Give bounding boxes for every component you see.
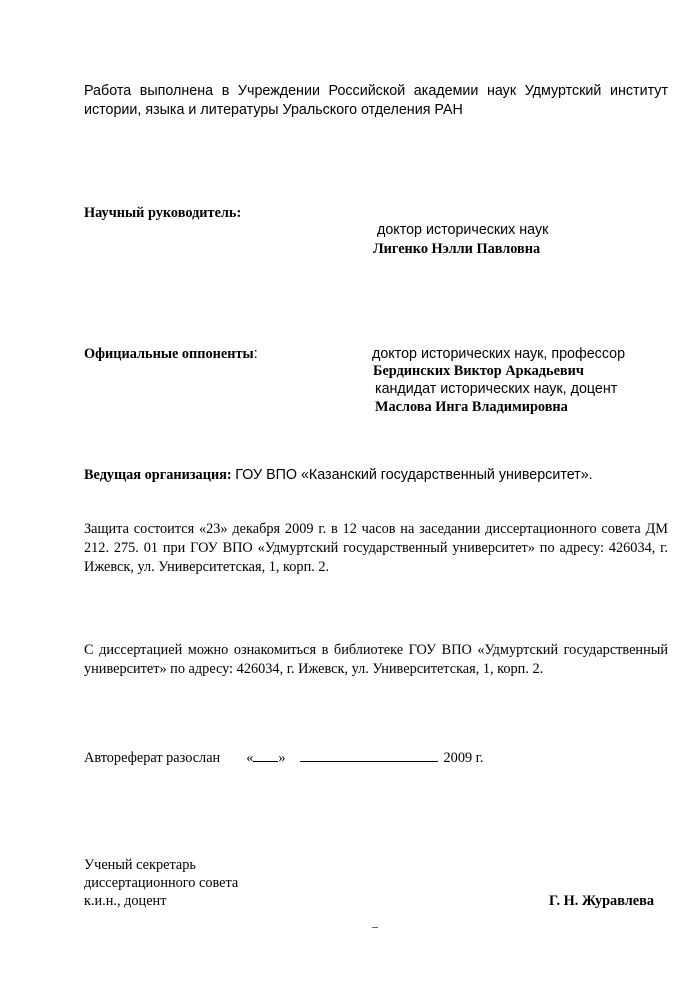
leading-org-label: Ведущая организация: bbox=[84, 467, 232, 483]
abstract-year: 2009 г. bbox=[443, 750, 484, 766]
opponent-1-degree: доктор исторических наук, профессор bbox=[372, 346, 626, 362]
opponent-2-name: Маслова Инга Владимировна bbox=[375, 399, 568, 415]
abstract-quote-open: « bbox=[246, 750, 254, 766]
library-paragraph: С диссертацией можно ознакомиться в библиотеке ГОУ ВПО «Удмуртский государственный университет» по адресу: 426034, г. Ижевск, ул. Университетская, 1, корп. 2. bbox=[84, 642, 668, 677]
opponent-1-name: Бердинских Виктор Аркадьевич bbox=[373, 363, 584, 379]
abstract-quote-close: » bbox=[278, 750, 286, 766]
opponents-label: Официальные оппоненты bbox=[84, 346, 254, 362]
secretary-line-2: диссертационного совета bbox=[84, 875, 239, 891]
leading-org-value: ГОУ ВПО «Казанский государственный университет». bbox=[235, 467, 593, 483]
defense-paragraph: Защита состоится «23» декабря 2009 г. в 12 часов на заседании диссертационного совета ДМ 212. 275. 01 при ГОУ ВПО «Удмуртский государственный университет» по адресу: 426034, г. Ижевск, ул. Университетская, 1, корп. 2. bbox=[84, 521, 668, 575]
page-mark: – bbox=[372, 919, 378, 933]
abstract-sent-line bbox=[84, 749, 484, 768]
supervisor-degree: доктор исторических наук bbox=[377, 222, 549, 238]
leading-org-line bbox=[84, 466, 593, 485]
day-blank bbox=[253, 749, 278, 762]
opponents-label-line bbox=[84, 345, 258, 364]
opponents-colon: : bbox=[253, 346, 258, 362]
secretary-line-3: к.и.н., доцент bbox=[84, 893, 167, 909]
work-done-paragraph: Работа выполнена в Учреждении Российской академии наук Удмуртский институт истории, языка и литературы Уральского отделения РАН bbox=[84, 83, 668, 118]
supervisor-name: Лигенко Нэлли Павловна bbox=[373, 241, 541, 257]
secretary-line-1: Ученый секретарь bbox=[84, 857, 196, 873]
supervisor-label: Научный руководитель: bbox=[84, 205, 242, 221]
secretary-name: Г. Н. Журавлева bbox=[549, 893, 654, 909]
opponent-2-degree: кандидат исторических наук, доцент bbox=[375, 381, 618, 397]
abstract-sent-label: Автореферат разослан bbox=[84, 750, 221, 766]
month-blank bbox=[300, 749, 438, 762]
